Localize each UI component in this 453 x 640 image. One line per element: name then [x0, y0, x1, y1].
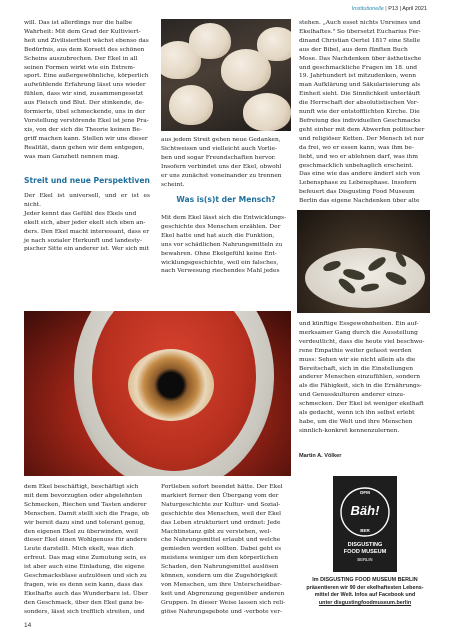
- text-line: keit und Abgrenzung gegenüber anderen: [161, 590, 285, 597]
- text-line: aufwühlende Erfahrung lässt uns wieder: [24, 82, 146, 89]
- text-line: formierte, übel schmeckende, uns in der: [24, 109, 146, 116]
- text-line: und religiöser Ketten. Der Mensch ist nur: [299, 135, 424, 142]
- column-1-top-text: [24, 19, 150, 162]
- text-line: man Aufklärung und Säkularisierung als: [299, 82, 421, 89]
- column-2-top-text: [161, 136, 291, 189]
- caption-line: Im DISGUSTING FOOD MUSEUM BERLIN: [312, 577, 418, 583]
- caption-line: präsentieren wir 90 der ekelhaftesten Lebens-: [306, 584, 424, 591]
- text-line: bewahren. Ohne Ekelgefühl keine Ent-: [161, 250, 277, 257]
- text-line: meistens weniger um den körperlichen: [161, 555, 278, 562]
- text-line: Befreiung des individuellen Geschmacks: [299, 117, 421, 124]
- text-line: Vorstellung verstörende Ekel ist jene Pra-: [24, 117, 149, 124]
- text-line: wir bereit dazu sind und tolerant genug,: [24, 519, 146, 526]
- photo-cookies: [161, 19, 291, 131]
- museum-logo-panel: [333, 476, 397, 572]
- text-line: befeuert das Disgusting Food Museum: [299, 189, 415, 196]
- text-line: Der Ekel ist universell, und er ist es nicht.: [24, 193, 150, 208]
- text-line: ist aber auch eine Einladung, die eigene: [24, 564, 145, 571]
- logo-brand: Bäh!: [350, 503, 380, 518]
- text-line: markiert ferner den Übergang vom der: [161, 492, 279, 499]
- text-line: den Geschmack, über den Ekel ganz be-: [24, 599, 145, 606]
- logo-top-text: DFM: [360, 490, 370, 495]
- column-1-bottom-text: [24, 483, 150, 617]
- text-line: Fortleben sofort beendet hätte. Der Ekel: [161, 484, 283, 490]
- text-line: griff machen kann. Stellen wir uns dieser: [24, 135, 148, 142]
- text-line: Geschmacksblase aufzulösen und sich zu: [24, 573, 147, 580]
- text-line: Sichtweisen und vielleicht auch Vorlie-: [161, 145, 277, 152]
- text-line: Bereitschaft, sich in die Einstellungen: [299, 365, 413, 372]
- text-line: als die Fähigkeit, sich in die Ernährungs-: [299, 383, 422, 390]
- text-line: Insofern verbindet uns der Ekel, obwohl: [161, 163, 282, 170]
- text-line: uns vor schädlichen Nahrungsmitteln zu: [161, 241, 283, 248]
- text-line: Ekelhaftes." So übersetzt Eucharius Fer-: [299, 28, 421, 35]
- text-line: scheint.: [161, 181, 185, 188]
- text-line: rene Empathie weiter gefasst werden: [299, 347, 412, 354]
- text-line: Schaden, den Nahrungsmittel auslösen: [161, 564, 279, 571]
- text-line: nunft wie der entstofflichten Kirche. Die: [299, 109, 420, 116]
- text-line: Einheit sieht. Die Sinnlichkeit unterläuft: [299, 91, 421, 98]
- text-line: Realität, dann gehen wir dem entgegen,: [24, 144, 145, 151]
- text-line: Das eine wie das andere ändert sich von: [299, 171, 421, 178]
- text-line: ben und sogar Freundschaften hervor.: [161, 154, 276, 161]
- text-line: geht einher mit dem Abwerfen politischer: [299, 126, 425, 133]
- subheading-streit: Streit und neue Perspektiven: [24, 176, 150, 185]
- logo-name-line1: DISGUSTING: [347, 542, 383, 548]
- text-line: Scheins auszubrechen. Der Ekel in all: [24, 55, 138, 62]
- column-2-mid-text: [161, 214, 291, 276]
- text-line: gemieden werden sollten. Dabei geht es: [161, 546, 282, 553]
- text-line: Jeder kennt das Gefühl des Ekels und: [24, 210, 137, 217]
- text-line: verdeutlicht, dass die heute viel beschwo-: [299, 338, 425, 345]
- text-line: ekelt sich, aber jeder ekelt sich eben an-: [24, 219, 146, 226]
- text-line: als gedacht, wenn ich ihn selbst erlebt: [299, 410, 415, 417]
- text-line: liebt, und wo er ablehnen darf, was ihm: [299, 153, 418, 160]
- text-line: geschichte des Menschen erzählen. Der: [161, 223, 281, 230]
- text-line: von Menschen, um ihre Unterscheidbar-: [161, 581, 282, 588]
- text-line: Berlin das eigene Nachdenken über alte: [299, 198, 420, 205]
- page-header: [352, 6, 427, 12]
- author-name: Martin A. Völker: [299, 453, 342, 459]
- publication-name: Institutionelle: [351, 6, 384, 12]
- text-line: merksamer Gang durch die Ausstellung: [299, 329, 418, 336]
- text-line: und künftige Essgewohnheiten. Ein auf-: [299, 321, 419, 327]
- logo-name-line2: FOOD MUSEUM: [343, 549, 387, 555]
- photo-insects: [297, 210, 430, 313]
- text-line: erfreut. Das mag eine Zumutung sein, es: [24, 555, 147, 562]
- column-3-top-text: [299, 19, 429, 206]
- header-separator: |: [385, 6, 387, 12]
- logo-caption: [297, 577, 433, 607]
- text-line: da frei, wo er essen kann, was ihm be-: [299, 144, 414, 151]
- text-line: ders. Den Ekel macht interessant, dass er: [24, 228, 150, 235]
- text-line: wicklungsgeschichte, weil ein falsches,: [161, 259, 279, 266]
- issue-info: P13 | April 2021: [388, 6, 427, 12]
- logo-city: BERLIN: [357, 557, 373, 562]
- text-line: sport. Eine außergewöhnliche, körperlich: [24, 73, 149, 80]
- text-line: können, sondern um die Zugehörigkeit: [161, 573, 278, 580]
- text-line: Ekelhafte auch das Wunderbare ist. Über: [24, 590, 148, 597]
- text-line: und geschmackliche Fragen im 18. und: [299, 64, 418, 71]
- text-line: muss: Sehen wir sie nicht allein als die: [299, 356, 416, 363]
- text-line: Ekel hatte und hat auch die Funktion,: [161, 232, 275, 239]
- text-line: aus der Bibel, aus dem fünften Buch: [299, 46, 408, 53]
- column-2-bottom-text: [161, 483, 291, 617]
- caption-line: mittel der Welt. Infos auf Facebook und: [314, 592, 416, 599]
- text-line: Mit dem Ekel lässt sich die Entwicklungs-: [161, 215, 287, 221]
- text-line: die Herrschaft der absolutistischen Ver-: [299, 100, 419, 107]
- text-line: aus jedem Streit gehen neue Gedanken,: [161, 137, 281, 143]
- text-line: dinand Christian Oertel 1817 eine Stelle: [299, 37, 421, 44]
- text-line: stehen. „Auch esset nichts Unreines und: [299, 20, 421, 26]
- text-line: xis, von der sich die Theorie keinen Be-: [24, 126, 142, 133]
- text-line: seinen Formen wirkt wie ein Extrem-: [24, 64, 135, 71]
- text-line: che Nahrungsmittel erlaubt und welche: [161, 537, 281, 544]
- text-line: dieser Ekel einen Wohlgenuss für andere: [24, 537, 147, 544]
- logo-bottom-text: BER: [360, 528, 370, 533]
- text-line: was man Ganzheit nennen mag.: [24, 153, 120, 160]
- text-line: fragen, wie es denn sein kann, dass das: [24, 581, 143, 588]
- page-number: 14: [24, 622, 32, 629]
- text-line: fühlen, dass wir sind, zusammengesetzt: [24, 91, 144, 98]
- text-line: Mose. Das Nachdenken über ästhetische: [299, 55, 422, 62]
- column-1-mid-text: [24, 192, 150, 254]
- text-line: Leute darstellt. Mich ekelt, was dich: [24, 546, 134, 553]
- text-line: schmecken. Der Ekel ist weniger ekelhaft: [299, 401, 424, 408]
- text-line: den eigenen Ekel zu überwinden, weil: [24, 528, 139, 535]
- photo-eye-soup: [24, 311, 291, 476]
- text-line: Naturgeschichte zur Kultur- und Sozial-: [161, 501, 281, 508]
- text-line: will. Das ist allerdings nur die halbe: [24, 20, 133, 26]
- text-line: geschmacklich unbehaglich erscheint.: [299, 162, 414, 169]
- text-line: Wahrheit: Mit dem Grad der Kultiviert-: [24, 28, 141, 35]
- text-line: Menschen. Damit stellt sich die Frage, ob: [24, 510, 149, 517]
- text-line: geschichte des Menschen, weil der Ekel: [161, 510, 282, 517]
- text-line: nach Verwesung riechendes Mahl jedes: [161, 268, 280, 275]
- text-line: je nach sozialer Herkunft und landesty-: [24, 237, 142, 244]
- caption-link[interactable]: unter disgustingfoodmuseum.berlin: [318, 599, 412, 606]
- text-line: er uns zunächst voneinander zu trennen: [161, 172, 282, 179]
- text-line: habe, um die Welt und ihre Menschen: [299, 418, 413, 425]
- text-line: dem Ekel beschäftigt, beschäftigt sich: [24, 484, 139, 490]
- text-line: Schmecken, Riechen und Tasten anderer: [24, 501, 147, 508]
- text-line: Machtinstanz gibt zu verstehen, wel-: [161, 528, 272, 535]
- text-line: aus Fleisch und Blut. Der stinkende, de-: [24, 100, 144, 107]
- text-line: und Genusskulturen anderer einzu-: [299, 392, 406, 399]
- column-3-mid-text: [299, 320, 429, 436]
- subheading-mensch: Was is(s)t der Mensch?: [176, 195, 276, 204]
- text-line: Lebensphase zu Lebensphase. Insofern: [299, 180, 417, 187]
- text-line: Gruppen. In dieser Weise lassen sich reli-: [161, 599, 286, 606]
- text-line: 19. Jahrhundert ist mitzudenken, wenn: [299, 73, 417, 80]
- text-line: sonders, lässt sich trefflich streiten, und: [24, 608, 145, 615]
- text-line: heit und Zivilisiertheit wächst ebenso das: [24, 37, 149, 44]
- text-line: Bedürfnis, aus dem Korsett des schönen: [24, 46, 145, 53]
- text-line: das Leben strukturiert und ordnet: Jede: [161, 519, 281, 526]
- text-line: sinnlich-konkret kennenzulernen.: [299, 427, 400, 434]
- text-line: giöse Nahrungsgebote und -verbote ver-: [161, 608, 283, 615]
- text-line: pischer Sitte ein anderer ist. Wer sich mit: [24, 246, 150, 253]
- text-line: mit dem bevorzugten oder abgelehnten: [24, 492, 143, 499]
- text-line: anderer Menschen einzufühlen, sondern: [299, 374, 421, 381]
